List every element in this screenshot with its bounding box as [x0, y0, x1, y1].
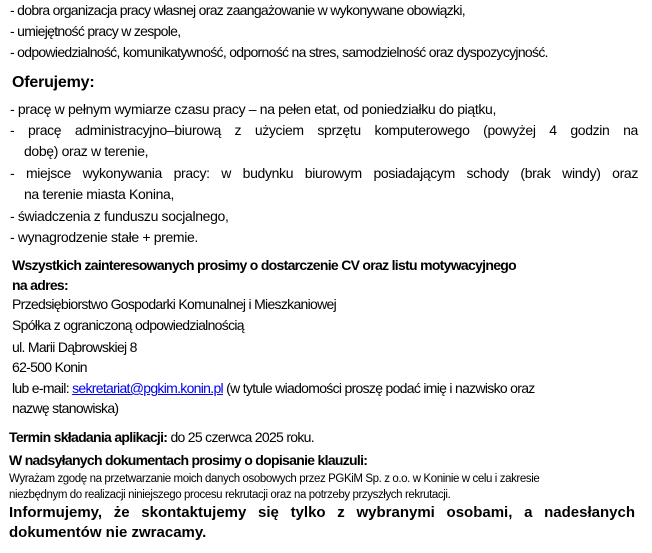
company-form: Spółka z ograniczoną odpowiedzialnością	[12, 317, 244, 333]
clause-text-cont: niezbędnym do realizacji niniejszego procesu rekrutacji oraz na potrzeby przyszłych rekrutacji.	[9, 489, 451, 501]
offer-item: - wynagrodzenie stałe + premie.	[10, 229, 198, 245]
email-prefix: lub e-mail:	[12, 380, 73, 396]
street-address: ul. Marii Dąbrowskiej 8	[12, 339, 137, 355]
application-intro: Wszystkich zainteresowanych prosimy o dostarczenie CV oraz listu motywacyjnego	[12, 257, 517, 273]
offer-item: - świadczenia z funduszu socjalnego,	[10, 208, 229, 224]
email-line	[12, 379, 535, 397]
clause-text: Wyrażam zgodę na przetwarzanie moich danych osobowych przez PGKiM Sp. z o.o. w Koninie w celu i zakresie	[9, 473, 540, 485]
email-note: (w tytule wiadomości proszę podać imię i nazwisko oraz	[222, 380, 535, 396]
offer-item: - pracę w pełnym wymiarze czasu pracy – na pełen etat, od poniedziałku do piątku,	[10, 101, 497, 117]
clause-heading: W nadsyłanych dokumentach prosimy o dopisanie klauzuli:	[9, 452, 368, 468]
deadline	[9, 428, 314, 446]
requirement-item: - odpowiedzialność, komunikatywność, odporność na stres, samodzielność oraz dyspozycyjność.	[10, 44, 548, 60]
offer-item: - pracę administracyjno–biurową z użyciem sprzętu komputerowego (powyżej 4 godzin na	[10, 122, 638, 138]
notice: Informujemy, że skontaktujemy się tylko z wybranymi osobami, a nadesłanych	[9, 504, 635, 521]
requirement-item: - umiejętność pracy w zespole,	[10, 23, 181, 39]
deadline-label: Termin składania aplikacji:	[9, 429, 168, 445]
offer-item-cont: dobę) oraz w terenie,	[24, 143, 149, 159]
application-intro-cont: na adres:	[12, 277, 68, 293]
company-name: Przedsiębiorstwo Gospodarki Komunalnej i Mieszkaniowej	[12, 296, 337, 312]
requirement-item: - dobra organizacja pracy własnej oraz zaangażowanie w wykonywane obowiązki,	[10, 2, 465, 18]
offer-item: - miejsce wykonywania pracy: w budynku biurowym posiadającym schody (brak windy) oraz	[10, 165, 638, 181]
city-address: 62-500 Konin	[12, 359, 87, 375]
email-link[interactable]: sekretariat@pgkim.konin.pl	[72, 380, 223, 396]
deadline-value: do 25 czerwca 2025 roku.	[167, 429, 314, 445]
notice-cont: dokumentów nie zwracamy.	[9, 524, 207, 541]
offer-heading: Oferujemy:	[12, 74, 95, 91]
offer-item-cont: na terenie miasta Konina,	[24, 186, 175, 202]
email-note-cont: nazwę stanowiska)	[12, 400, 119, 416]
